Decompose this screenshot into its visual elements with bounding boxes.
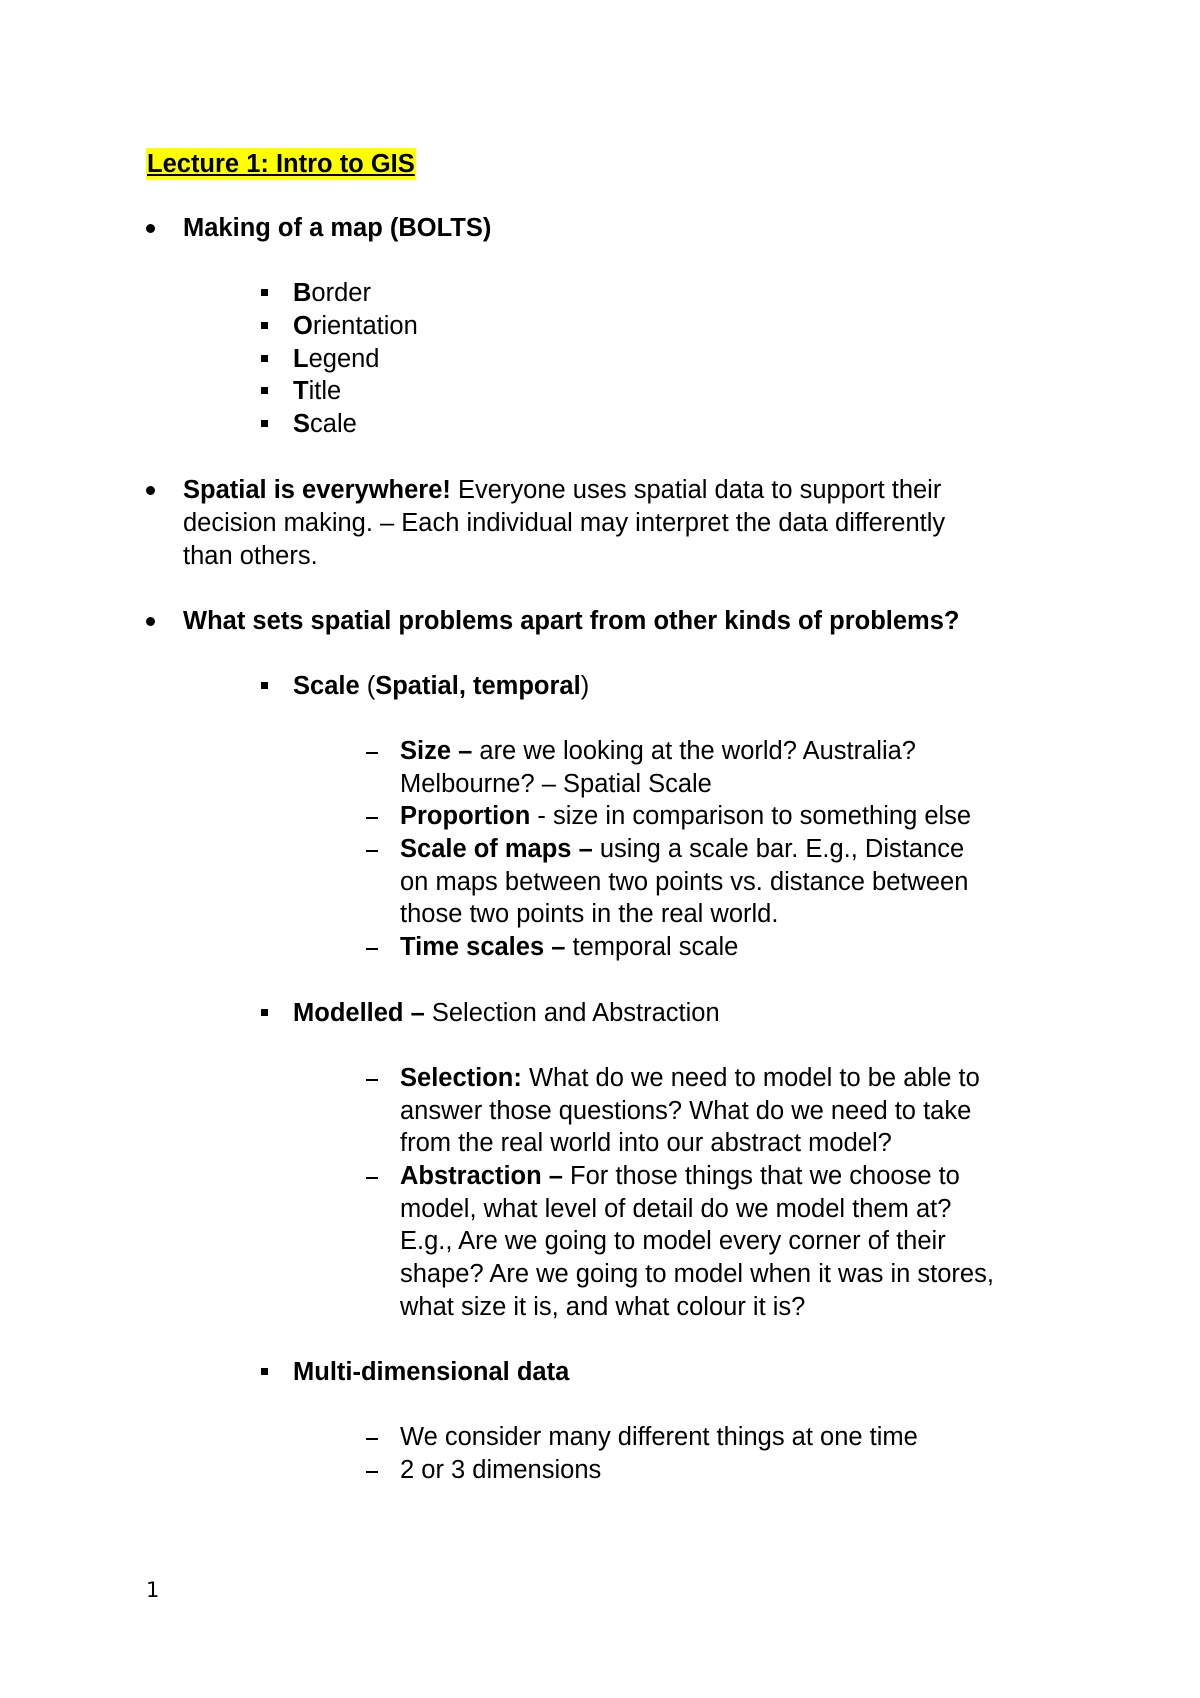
size-line-1: Size – are we looking at the world? Australia? <box>400 737 916 765</box>
size-line-2: Melbourne? – Spatial Scale <box>400 770 712 798</box>
selection-line-1: Selection: What do we need to model to be able to <box>400 1064 980 1092</box>
page-title: Lecture 1: Intro to GIS <box>147 150 415 178</box>
selection-line-3: from the real world into our abstract model? <box>400 1129 892 1157</box>
bullet-square <box>261 289 268 296</box>
bolts-item-title: Title <box>293 377 342 405</box>
bullet-dash <box>366 1177 378 1179</box>
bullet-square <box>261 355 268 362</box>
bullet-square <box>261 1009 268 1016</box>
bullet-dash <box>366 948 378 950</box>
bullet-square <box>261 420 268 427</box>
bolts-item-legend: Legend <box>293 345 380 373</box>
maps-line-3: those two points in the real world. <box>400 900 779 928</box>
bullet-dot <box>146 617 155 626</box>
bolts-heading: Making of a map (BOLTS) <box>183 214 492 242</box>
modelled-heading: Modelled – Selection and Abstraction <box>293 999 720 1027</box>
bullet-dash <box>366 817 378 819</box>
bullet-dash <box>366 1438 378 1440</box>
bullet-dot <box>146 486 155 495</box>
bolts-item-scale: Scale <box>293 410 357 438</box>
abstraction-line-4: shape? Are we going to model when it was in stores, <box>400 1260 994 1288</box>
abstraction-line-1: Abstraction – For those things that we choose to <box>400 1162 960 1190</box>
bullet-square <box>261 387 268 394</box>
bullet-dash <box>366 752 378 754</box>
maps-line-2: on maps between two points vs. distance between <box>400 868 969 896</box>
page-number: 1 <box>146 1578 160 1602</box>
bullet-dot <box>146 224 155 233</box>
abstraction-line-5: what size it is, and what colour it is? <box>400 1293 806 1321</box>
multi-heading: Multi-dimensional data <box>293 1358 570 1386</box>
bullet-dash <box>366 850 378 852</box>
bolts-item-border: Border <box>293 279 371 307</box>
maps-line-1: Scale of maps – using a scale bar. E.g., Distance <box>400 835 965 863</box>
bullet-square <box>261 322 268 329</box>
bullet-square <box>261 682 268 689</box>
selection-line-2: answer those questions? What do we need to take <box>400 1097 972 1125</box>
spatial-line-3: than others. <box>183 542 318 570</box>
abstraction-line-3: E.g., Are we going to model every corner of their <box>400 1227 946 1255</box>
scale-heading: Scale (Spatial, temporal) <box>293 672 590 700</box>
bolts-item-orientation: Orientation <box>293 312 418 340</box>
bullet-square <box>261 1368 268 1375</box>
multi-item-2: 2 or 3 dimensions <box>400 1456 602 1484</box>
spatial-line-1: Spatial is everywhere! Everyone uses spatial data to support their <box>183 476 942 504</box>
abstraction-line-2: model, what level of detail do we model them at? <box>400 1195 952 1223</box>
proportion-line: Proportion - size in comparison to something else <box>400 802 972 830</box>
time-line: Time scales – temporal scale <box>400 933 739 961</box>
bullet-dash <box>366 1079 378 1081</box>
problems-heading: What sets spatial problems apart from other kinds of problems? <box>183 607 960 635</box>
bullet-dash <box>366 1471 378 1473</box>
multi-item-1: We consider many different things at one time <box>400 1423 918 1451</box>
spatial-line-2: decision making. – Each individual may interpret the data differently <box>183 509 946 537</box>
